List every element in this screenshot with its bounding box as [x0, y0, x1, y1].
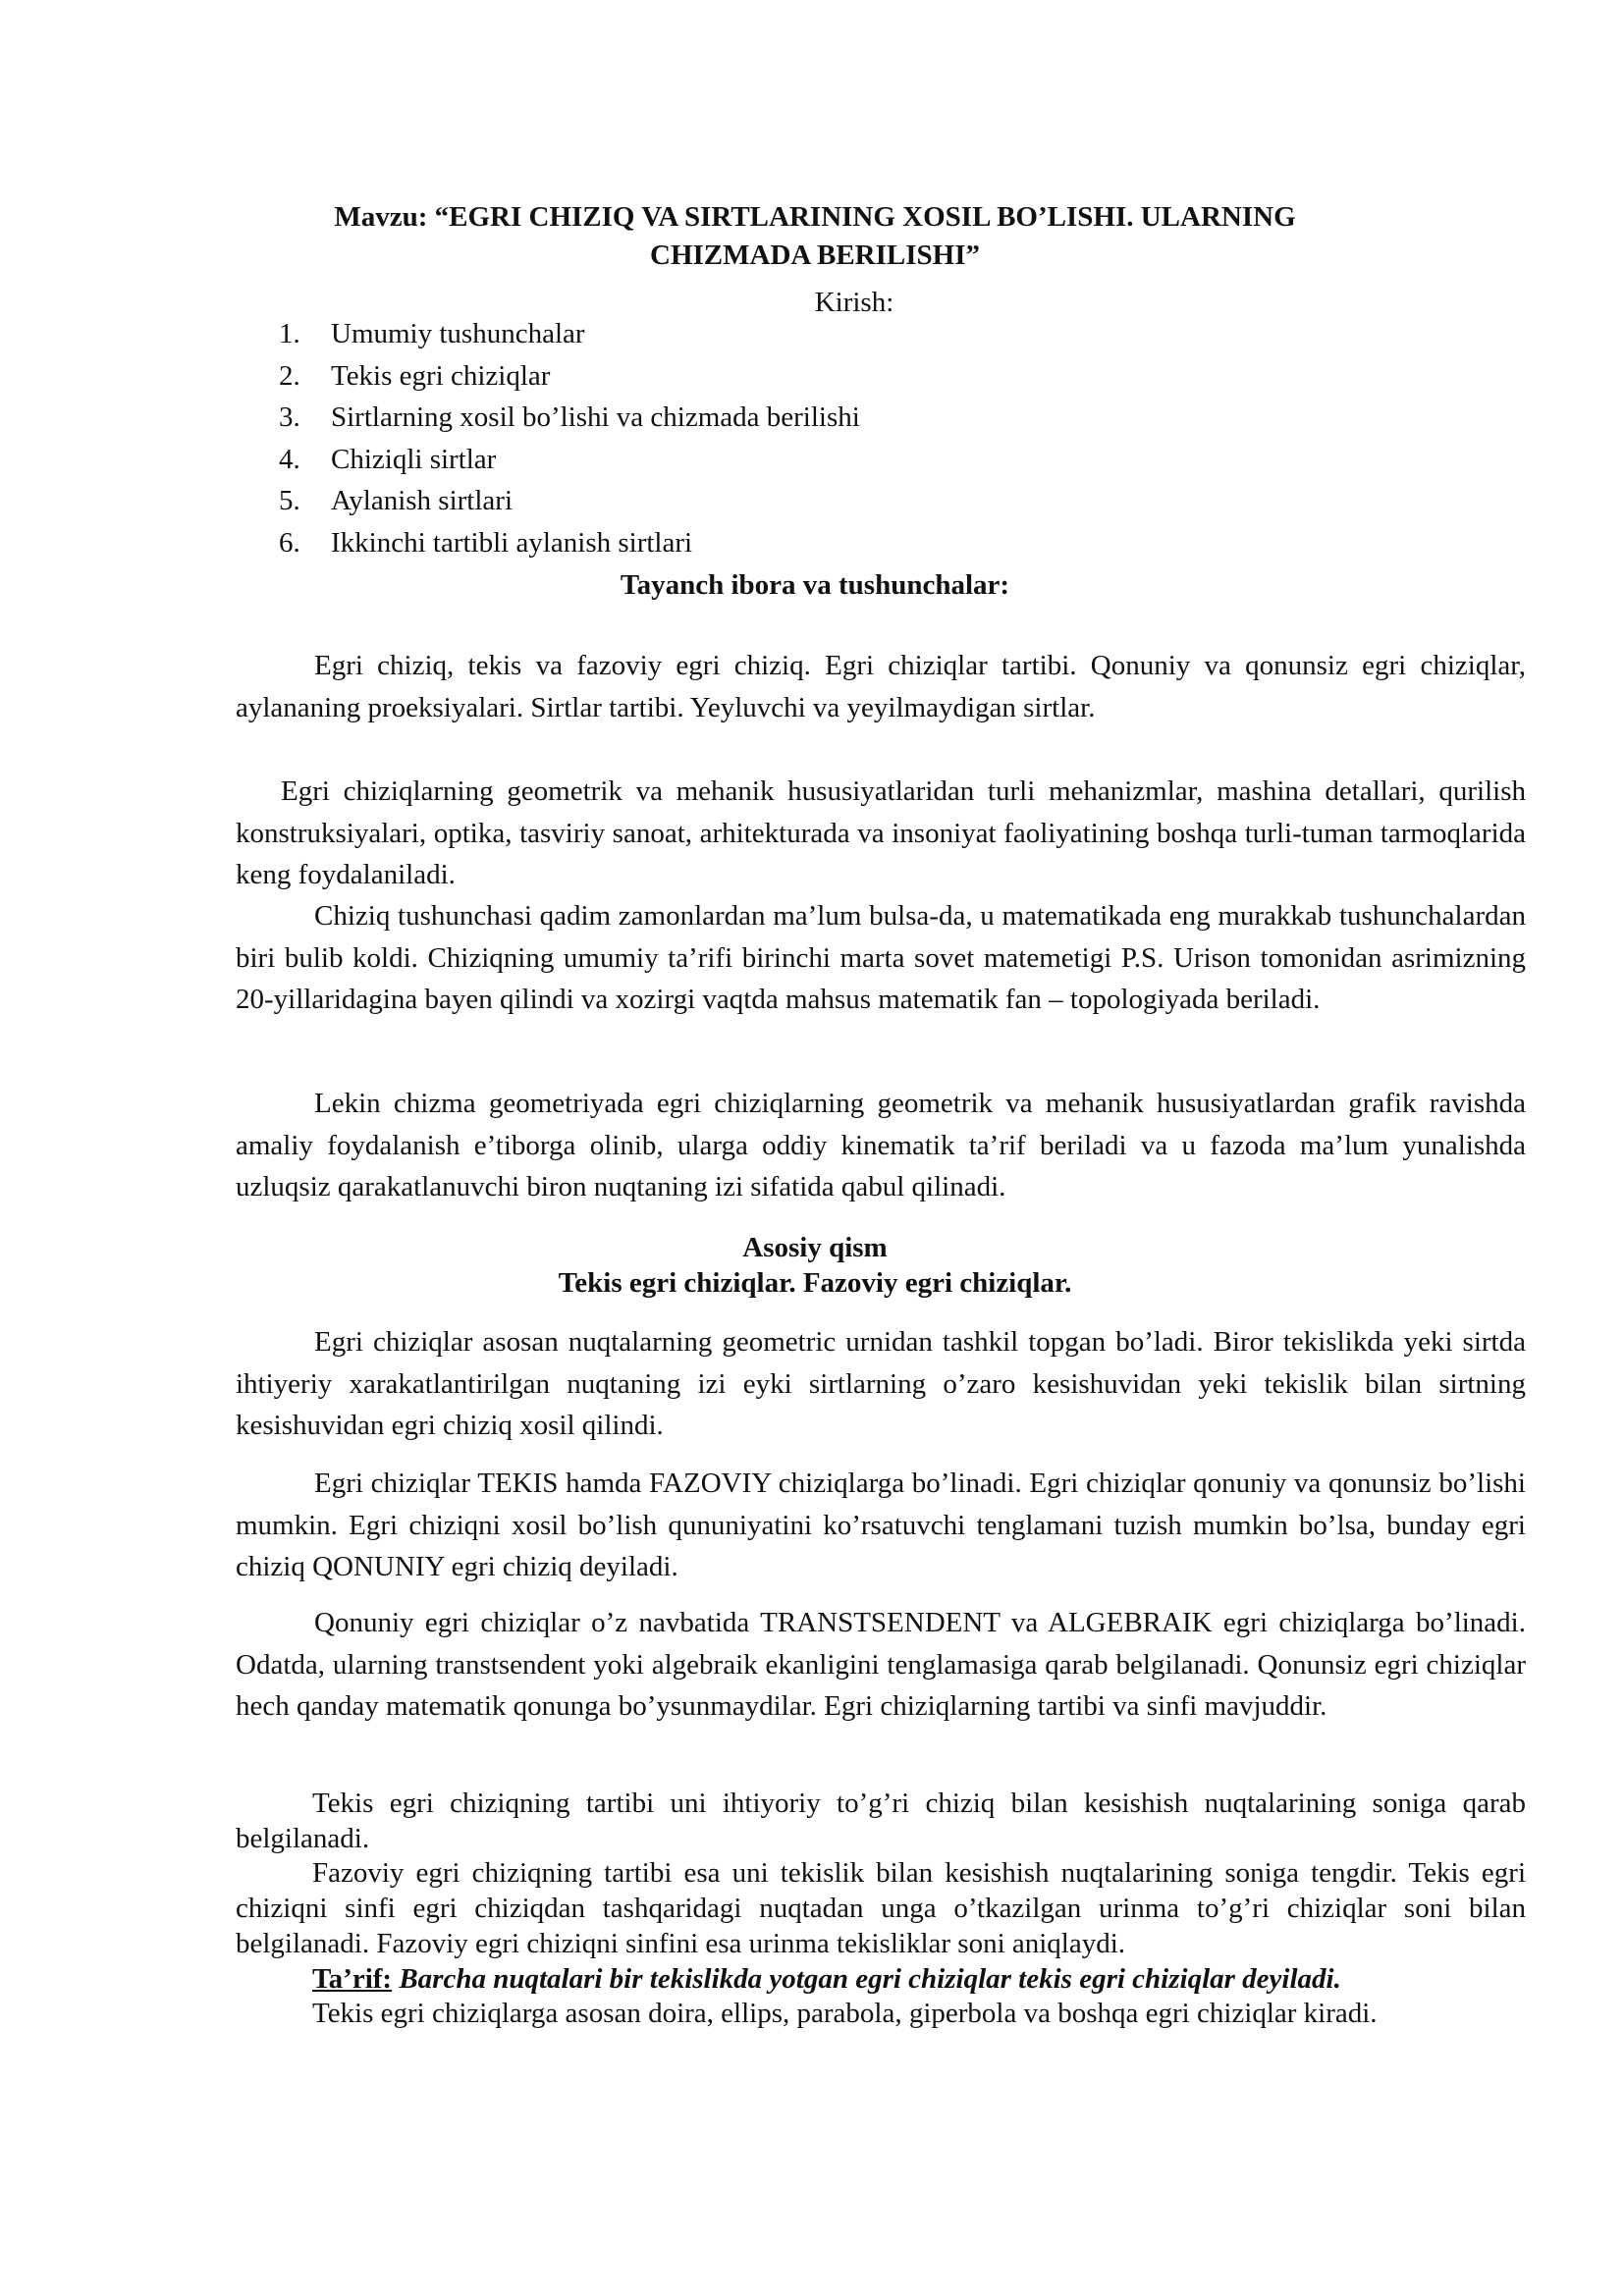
table-of-contents	[279, 313, 1261, 564]
document-title-line-1: Mavzu: “EGRI CHIZIQ VA SIRTLARINING XOSIL BO’LISHI. ULARNING	[334, 201, 1296, 233]
toc-item-label: Tekis egri chiziqlar	[331, 359, 551, 392]
paragraph-2: Chiziq tushunchasi qadim zamonlardan ma’lum bulsa-da, u matematikada eng murakkab tushunchalardan biri bulib koldi. Chiziqning umumiy ta’rifi birinchi marta sovet matemetigi P.S. Urison tomonidan asrimizning 20-yillaridagina bayen qilindi va xozirgi vaqtda mahsus matematik fan – topologiyada beriladi.	[236, 900, 1526, 1015]
definition-label: Ta’rif:	[312, 1963, 393, 1995]
toc-item-number: 6.	[279, 526, 300, 559]
main-section-heading: Asosiy qism	[742, 1232, 888, 1263]
keywords-paragraph: Egri chiziq, tekis va fazoviy egri chiziq. Egri chiziqlar tartibi. Qonuniy va qonunsiz egri chiziqlar, aylananing proeksiyalari. Sirtlar tartibi. Yeyluvchi va yeyilmaydigan sirtlar.	[236, 650, 1526, 723]
paragraph-3: Lekin chizma geometriyada egri chiziqlarning geometrik va mehanik hususiyatlardan grafik ravishda amaliy foydalanish e’tiborga olinib, ularga oddiy kinematik ta’rif beriladi va u fazoda ma’lum yunalishda uzluqsiz qarakatlanuvchi biron nuqtaning izi sifatida qabul qilinadi.	[236, 1088, 1526, 1202]
toc-item	[279, 439, 1261, 481]
paragraph-8: Fazoviy egri chiziqning tartibi esa uni tekislik bilan kesishish nuqtalarining soniga tengdir. Tekis egri chiziqni sinfi egri chiziqdan tashqaridagi nuqtadan unga o’tkazilgan urinma to’g’ri chiziqlar soni bilan belgilanadi. Fazoviy egri chiziqni sinfini esa urinma tekisliklar soni aniqlaydi.	[236, 1857, 1526, 1959]
keywords-heading: Tayanch ibora va tushunchalar:	[620, 569, 1010, 601]
paragraph-1: Egri chiziqlarning geometrik va mehanik hususiyatlaridan turli mehanizmlar, mashina detallari, qurilish konstruksiyalari, optika, tasviriy sanoat, arhitekturada va insoniyat faoliyatining boshqa turli-tuman tarmoqlarida keng foydalaniladi.	[236, 775, 1526, 890]
intro-label: Kirish:	[814, 287, 894, 318]
subsection-heading: Tekis egri chiziqlar. Fazoviy egri chiziqlar.	[558, 1267, 1072, 1299]
toc-item	[279, 355, 1261, 398]
toc-item	[279, 480, 1261, 522]
toc-item-label: Ikkinchi tartibli aylanish sirtlari	[331, 526, 693, 559]
definition-line	[312, 1961, 1530, 1997]
document-title-line-2: CHIZMADA BERILISHI”	[650, 240, 980, 271]
closing-line: Tekis egri chiziqlarga asosan doira, ellips, parabola, giperbola va boshqa egri chiziqlar kiradi.	[312, 1998, 1378, 2029]
definition-text: Barcha nuqtalari bir tekislikda yotgan egri chiziqlar tekis egri chiziqlar deyiladi.	[399, 1963, 1341, 1995]
paragraph-6: Qonuniy egri chiziqlar o’z navbatida TRANSTSENDENT va ALGEBRAIK egri chiziqlarga bo’linadi. Odatda, ularning transtsendent yoki algebraik ekanligini tenglamasiga qarab belgilanadi. Qonunsiz egri chiziqlar hech qanday matematik qonunga bo’ysunmaydilar. Egri chiziqlarning tartibi va sinfi mavjuddir.	[236, 1607, 1526, 1722]
toc-item-label: Umumiy tushunchalar	[331, 318, 585, 349]
toc-item-label: Chiziqli sirtlar	[331, 443, 497, 475]
paragraph-4: Egri chiziqlar asosan nuqtalarning geometric urnidan tashkil topgan bo’ladi. Biror tekislikda yeki sirtda ihtiyeriy xarakatlantirilgan nuqtaning izi eyki sirtlarning o’zaro kesishuvidan yeki tekislik bilan sirtning kesishuvidan egri chiziq xosil qilindi.	[236, 1326, 1526, 1441]
toc-item-number: 1.	[279, 318, 300, 349]
toc-item	[279, 313, 1261, 355]
toc-item	[279, 522, 1261, 564]
toc-item	[279, 397, 1261, 439]
toc-item-number: 4.	[279, 443, 300, 475]
toc-item-label: Sirtlarning xosil bo’lishi va chizmada berilishi	[331, 401, 860, 434]
toc-item-number: 5.	[279, 485, 300, 517]
toc-item-label: Aylanish sirtlari	[331, 485, 514, 517]
paragraph-7: Tekis egri chiziqning tartibi uni ihtiyoriy to’g’ri chiziq bilan kesishish nuqtalarining soniga qarab belgilanadi.	[236, 1788, 1526, 1854]
paragraph-5: Egri chiziqlar TEKIS hamda FAZOVIY chiziqlarga bo’linadi. Egri chiziqlar qonuniy va qonunsiz bo’lishi mumkin. Egri chiziqni xosil bo’lish qununiyatini ko’rsatuvchi tenglamani tuzish mumkin bo’lsa, bunday egri chiziq QONUNIY egri chiziq deyiladi.	[236, 1468, 1526, 1582]
toc-item-number: 3.	[279, 401, 300, 434]
toc-item-number: 2.	[279, 359, 300, 392]
